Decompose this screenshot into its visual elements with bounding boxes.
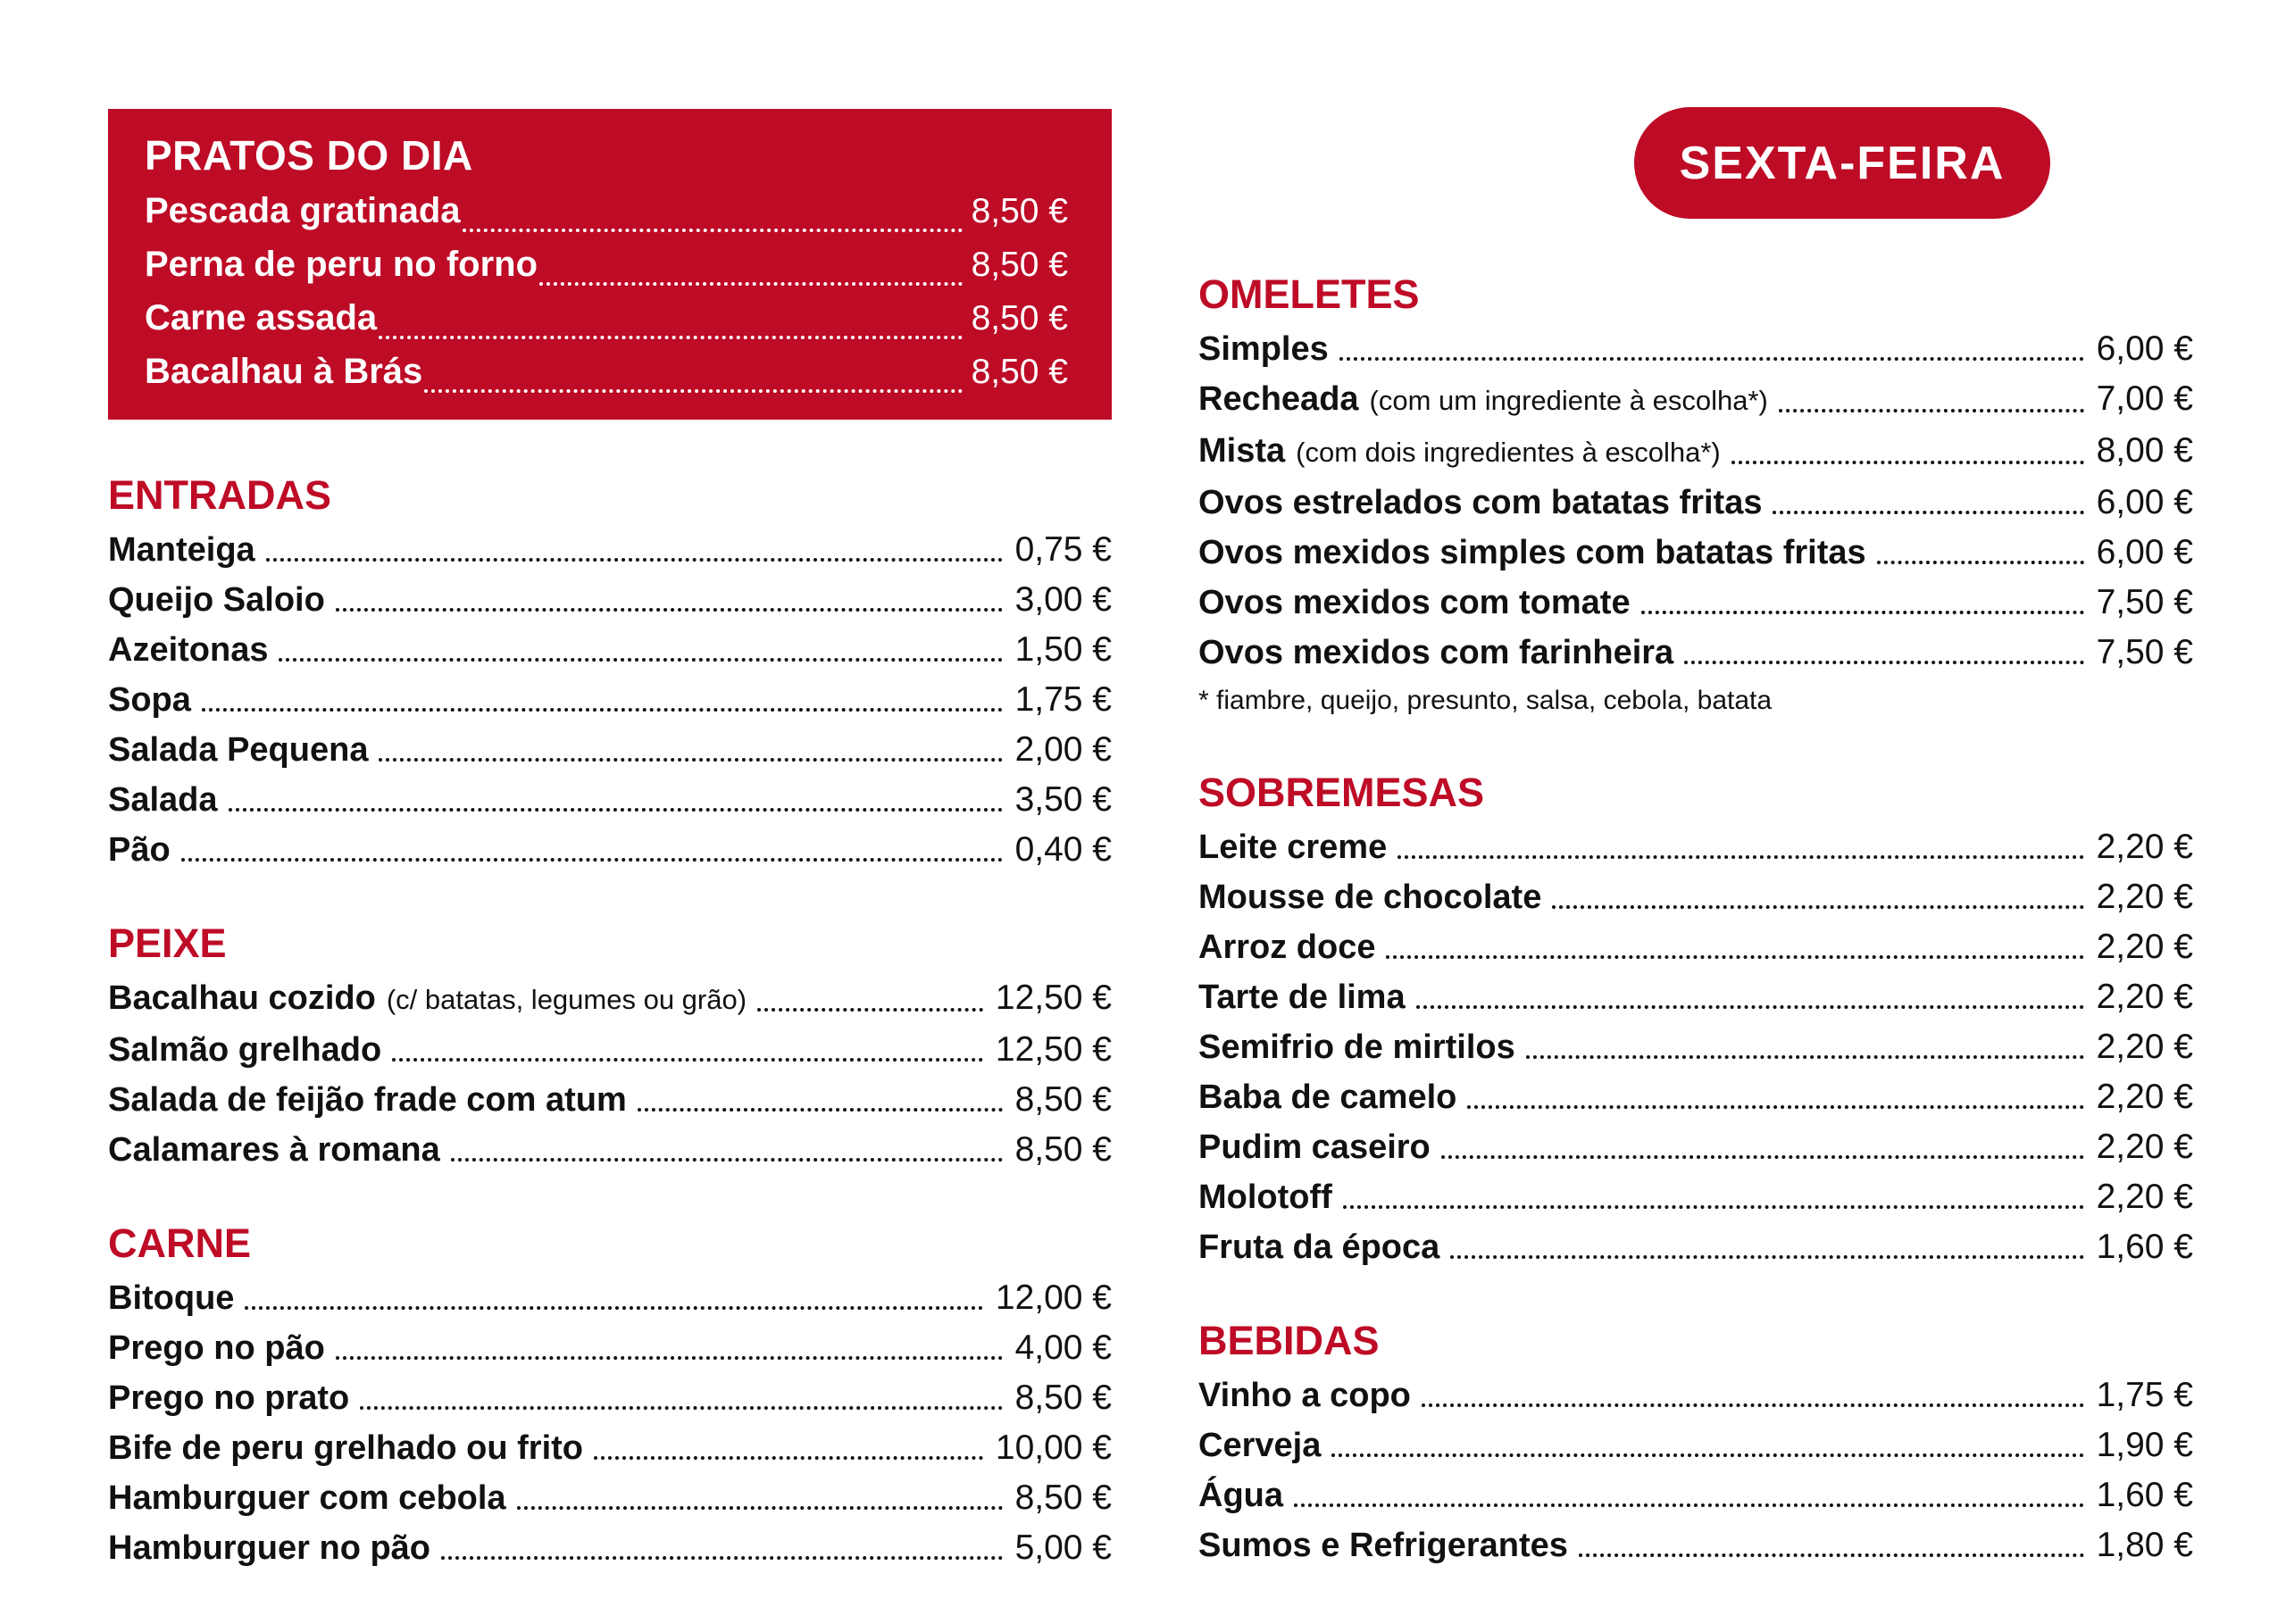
menu-item-row	[108, 732, 1112, 768]
item-name: Queijo Saloio	[108, 581, 325, 619]
section-peixe	[108, 920, 1112, 1168]
item-price: 12,50 €	[995, 979, 1112, 1017]
menu-item-row	[1198, 879, 2193, 915]
section-title-entradas: ENTRADAS	[108, 472, 332, 518]
item-name: Bitoque	[108, 1279, 235, 1317]
dotted-leader	[451, 1158, 1003, 1162]
item-name: Mista	[1198, 432, 1286, 470]
menu-item-row	[1198, 485, 2193, 521]
dotted-leader	[1397, 855, 2083, 859]
item-name: Carne assada	[145, 298, 378, 337]
menu-item-row	[108, 782, 1112, 818]
section-title-omeletes: OMELETES	[1198, 271, 1420, 317]
menu-item-row	[145, 351, 1068, 393]
item-price: 2,20 €	[2096, 1028, 2193, 1066]
dotted-leader	[1386, 955, 2083, 959]
section-items-sobremesas	[1198, 829, 2193, 1265]
right-column	[1198, 107, 2193, 1578]
item-name: Pão	[108, 831, 171, 869]
menu-item-row	[108, 1280, 1112, 1316]
section-items-omeletes	[1198, 331, 2193, 670]
item-name: Perna de peru no forno	[145, 245, 538, 284]
dotted-leader	[1552, 905, 2083, 909]
item-name: Bacalhau à Brás	[145, 352, 423, 391]
item-name: Ovos mexidos com tomate	[1198, 584, 1631, 621]
menu-item-row	[1198, 1179, 2193, 1215]
dotted-leader	[360, 1406, 1002, 1410]
dotted-leader	[379, 336, 962, 339]
menu-item-row	[1198, 1528, 2193, 1563]
dotted-leader	[266, 558, 1003, 562]
menu-item-row	[145, 190, 1068, 232]
item-price: 1,50 €	[1014, 630, 1112, 669]
dotted-leader	[1731, 461, 2084, 464]
item-price: 2,20 €	[2096, 878, 2193, 916]
dotted-leader	[336, 1356, 1003, 1360]
item-price: 4,00 €	[1014, 1328, 1112, 1367]
section-items-bebidas	[1198, 1378, 2193, 1563]
day-badge	[1634, 107, 2050, 219]
dotted-leader	[539, 282, 963, 286]
menu-item-row	[108, 532, 1112, 568]
section-items-carne	[108, 1280, 1112, 1566]
menu-item-row	[108, 582, 1112, 618]
item-name: Ovos estrelados com batatas fritas	[1198, 484, 1763, 521]
item-name: Água	[1198, 1477, 1283, 1514]
item-price: 8,50 €	[971, 299, 1068, 337]
item-price: 6,00 €	[2096, 329, 2193, 368]
item-price: 8,50 €	[1014, 1130, 1112, 1169]
item-name: Simples	[1198, 330, 1329, 368]
dotted-leader	[392, 1058, 983, 1062]
menu-item-row	[1198, 929, 2193, 965]
menu-item-row	[108, 1032, 1112, 1068]
item-name: Fruta da época	[1198, 1228, 1440, 1266]
item-price: 2,20 €	[2096, 928, 2193, 966]
dotted-leader	[638, 1108, 1003, 1112]
item-price: 7,00 €	[2096, 379, 2193, 418]
item-name: Semifrio de mirtilos	[1198, 1029, 1515, 1066]
item-name: Sopa	[108, 681, 191, 719]
dotted-leader	[1684, 661, 2083, 664]
item-name: Baba de camelo	[1198, 1079, 1457, 1116]
item-price: 8,50 €	[1014, 1378, 1112, 1417]
menu-item-row	[1198, 433, 2193, 471]
item-name: Ovos mexidos com farinheira	[1198, 634, 1674, 671]
item-note: (com dois ingredientes à escolha*)	[1296, 437, 1721, 468]
item-name: Salmão grelhado	[108, 1031, 382, 1069]
dotted-leader	[1450, 1255, 2083, 1259]
menu-item-row	[1198, 535, 2193, 570]
daily-specials-box	[108, 109, 1112, 420]
menu-item-row	[145, 244, 1068, 286]
dotted-leader	[1294, 1503, 2084, 1507]
item-price: 1,60 €	[2096, 1476, 2193, 1514]
dotted-leader	[1422, 1403, 2084, 1407]
menu-item-row	[1198, 331, 2193, 367]
section-omeletes	[1198, 271, 2193, 717]
dotted-leader	[1416, 1005, 2084, 1009]
dotted-leader	[1877, 561, 2084, 564]
item-price: 1,60 €	[2096, 1228, 2193, 1266]
menu-item-row	[108, 682, 1112, 718]
menu-item-row	[1198, 1428, 2193, 1463]
menu-item-row	[108, 1132, 1112, 1168]
section-title-sobremesas: SOBREMESAS	[1198, 770, 1485, 815]
item-price: 5,00 €	[1014, 1528, 1112, 1567]
dotted-leader	[594, 1456, 983, 1460]
item-price: 1,80 €	[2096, 1526, 2193, 1564]
menu-item-row	[1198, 829, 2193, 865]
dotted-leader	[1579, 1553, 2084, 1557]
item-price: 2,20 €	[2096, 1078, 2193, 1116]
dotted-leader	[424, 389, 962, 393]
item-note: (com um ingrediente à escolha*)	[1369, 385, 1768, 416]
item-name: Ovos mexidos simples com batatas fritas	[1198, 534, 1866, 571]
item-name: Vinho a copo	[1198, 1377, 1411, 1414]
menu-item-row	[145, 297, 1068, 339]
menu-item-row	[1198, 979, 2193, 1015]
item-price: 3,00 €	[1014, 580, 1112, 619]
item-price: 2,20 €	[2096, 828, 2193, 866]
item-name: Cerveja	[1198, 1427, 1322, 1464]
dotted-leader	[229, 808, 1003, 812]
item-price: 8,50 €	[1014, 1080, 1112, 1119]
dotted-leader	[1773, 511, 2083, 514]
item-name: Arroz doce	[1198, 929, 1376, 966]
item-price: 0,75 €	[1014, 530, 1112, 569]
dotted-leader	[181, 858, 1003, 862]
item-name: Pescada gratinada	[145, 191, 461, 230]
item-price: 2,20 €	[2096, 978, 2193, 1016]
menu-item-row	[1198, 381, 2193, 419]
item-name: Salada	[108, 781, 218, 819]
item-price: 0,40 €	[1014, 830, 1112, 869]
item-price: 2,20 €	[2096, 1128, 2193, 1166]
menu-item-row	[108, 832, 1112, 868]
item-name: Leite creme	[1198, 829, 1388, 866]
dotted-leader	[336, 608, 1003, 612]
item-name: Hamburguer com cebola	[108, 1479, 506, 1517]
section-sobremesas	[1198, 769, 2193, 1265]
item-price: 2,20 €	[2096, 1178, 2193, 1216]
item-price: 8,50 €	[1014, 1478, 1112, 1517]
dotted-leader	[1641, 611, 2084, 614]
menu-item-row	[1198, 1378, 2193, 1413]
item-name: Salada de feijão frade com atum	[108, 1081, 627, 1119]
menu-item-row	[108, 1530, 1112, 1566]
omeletes-footnote: * fiambre, queijo, presunto, salsa, cebola, batata	[1198, 686, 1773, 715]
section-bebidas	[1198, 1317, 2193, 1563]
item-price: 8,50 €	[971, 353, 1068, 391]
left-column	[108, 109, 1112, 1580]
dotted-leader	[463, 229, 963, 232]
dotted-leader	[757, 1008, 983, 1012]
item-name: Sumos e Refrigerantes	[1198, 1527, 1568, 1564]
menu-item-row	[108, 980, 1112, 1018]
menu-item-row	[108, 632, 1112, 668]
dotted-leader	[202, 708, 1003, 712]
dotted-leader	[379, 758, 1002, 762]
menu-item-row	[1198, 1029, 2193, 1065]
menu-item-row	[108, 1330, 1112, 1366]
item-price: 12,00 €	[995, 1278, 1112, 1317]
menu-item-row	[1198, 1229, 2193, 1265]
item-price: 8,00 €	[2096, 431, 2193, 470]
item-price: 7,50 €	[2096, 583, 2193, 621]
dotted-leader	[517, 1506, 1003, 1510]
menu-item-row	[1198, 1129, 2193, 1165]
item-name: Calamares à romana	[108, 1131, 440, 1169]
item-price: 8,50 €	[971, 246, 1068, 284]
item-name: Salada Pequena	[108, 731, 369, 769]
item-price: 2,00 €	[1014, 730, 1112, 769]
item-price: 8,50 €	[971, 192, 1068, 230]
menu-item-row	[1198, 1079, 2193, 1115]
dotted-leader	[1467, 1105, 2083, 1109]
item-name: Prego no pão	[108, 1329, 325, 1367]
item-name: Mousse de chocolate	[1198, 879, 1542, 916]
item-name: Manteiga	[108, 531, 255, 569]
daily-specials-items	[145, 190, 1068, 393]
item-name: Tarte de lima	[1198, 979, 1406, 1016]
dotted-leader	[1779, 409, 2084, 412]
item-price: 12,50 €	[995, 1030, 1112, 1069]
section-items-entradas	[108, 532, 1112, 868]
menu-item-row	[108, 1082, 1112, 1118]
section-title-peixe: PEIXE	[108, 920, 227, 966]
dotted-leader	[1343, 1205, 2084, 1209]
item-price: 7,50 €	[2096, 633, 2193, 671]
section-items-peixe	[108, 980, 1112, 1168]
item-name: Azeitonas	[108, 631, 269, 669]
dotted-leader	[1331, 1453, 2083, 1457]
dotted-leader	[279, 658, 1002, 662]
item-price: 1,75 €	[2096, 1376, 2193, 1414]
dotted-leader	[1339, 357, 2084, 361]
item-name: Molotoff	[1198, 1178, 1332, 1216]
menu-item-row	[108, 1380, 1112, 1416]
item-name: Bife de peru grelhado ou frito	[108, 1429, 584, 1467]
item-price: 1,90 €	[2096, 1426, 2193, 1464]
item-price: 10,00 €	[995, 1428, 1112, 1467]
dotted-leader	[1441, 1155, 2084, 1159]
daily-specials-title: PRATOS DO DIA	[145, 132, 473, 179]
item-name: Bacalhau cozido	[108, 979, 376, 1017]
section-title-bebidas: BEBIDAS	[1198, 1318, 1380, 1363]
item-price: 6,00 €	[2096, 483, 2193, 521]
item-name: Recheada	[1198, 380, 1359, 418]
section-carne	[108, 1220, 1112, 1566]
item-note: (c/ batatas, legumes ou grão)	[386, 984, 747, 1015]
section-title-carne: CARNE	[108, 1220, 252, 1266]
dotted-leader	[441, 1556, 1003, 1560]
item-price: 3,50 €	[1014, 780, 1112, 819]
menu-item-row	[1198, 585, 2193, 620]
menu-item-row	[1198, 635, 2193, 670]
item-name: Hamburguer no pão	[108, 1529, 431, 1567]
item-price: 1,75 €	[1014, 680, 1112, 719]
day-badge-label: SEXTA-FEIRA	[1679, 137, 2006, 189]
section-entradas	[108, 471, 1112, 868]
menu-item-row	[1198, 1478, 2193, 1513]
item-name: Prego no prato	[108, 1379, 350, 1417]
item-price: 6,00 €	[2096, 533, 2193, 571]
item-name: Pudim caseiro	[1198, 1128, 1431, 1166]
dotted-leader	[245, 1306, 982, 1310]
menu-item-row	[108, 1430, 1112, 1466]
menu-item-row	[108, 1480, 1112, 1516]
dotted-leader	[1526, 1055, 2084, 1059]
